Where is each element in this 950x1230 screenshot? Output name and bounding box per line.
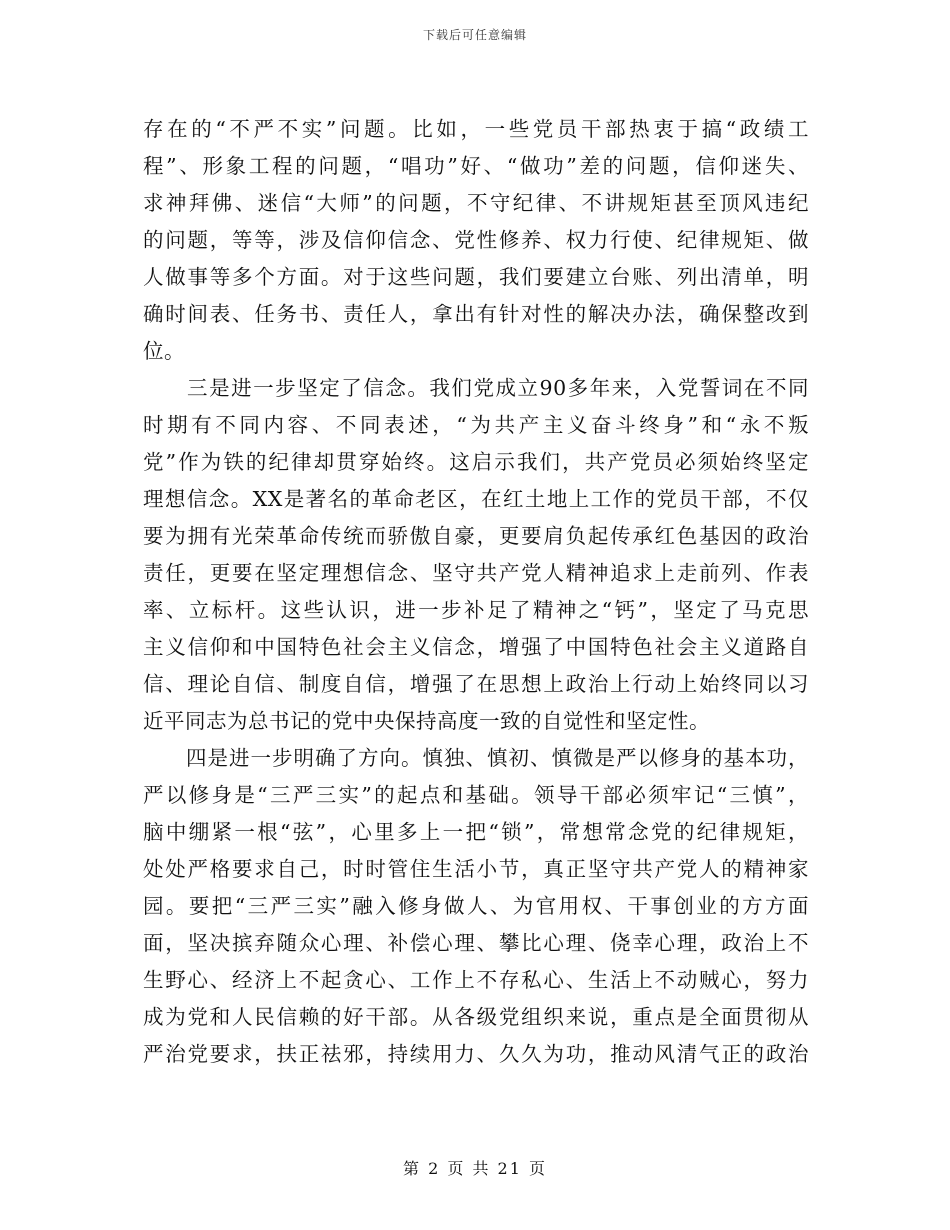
text-line: 信、理论自信、制度自信，增强了在思想上政治上行动上始终同以习 — [143, 672, 809, 696]
text-line: 四是进一步明确了方向。慎独、慎初、慎微是严以修身的基本功， — [143, 746, 809, 770]
text-line: 存在的“不严不实”问题。比如，一些党员干部热衷于搞“政绩工 — [143, 117, 809, 141]
text-line: 近平同志为总书记的党中央保持高度一致的自觉性和坚定性。 — [143, 709, 710, 733]
document-body — [143, 111, 809, 1073]
text-line: 成为党和人民信赖的好干部。从各级党组织来说，重点是全面贯彻从 — [143, 1005, 809, 1029]
text-line: 程”、形象工程的问题，“唱功”好、“做功”差的问题，信仰迷失、 — [143, 154, 809, 178]
text-line: 的问题，等等，涉及信仰信念、党性修养、权力行使、纪律规矩、做 — [143, 228, 809, 252]
paragraph-1 — [143, 111, 809, 370]
text-line: 人做事等多个方面。对于这些问题，我们要建立台账、列出清单，明 — [143, 265, 809, 289]
text-line: 确时间表、任务书、责任人，拿出有针对性的解决办法，确保整改到 — [143, 302, 809, 326]
text-line: 求神拜佛、迷信“大师”的问题，不守纪律、不讲规矩甚至顶风违纪 — [143, 191, 809, 215]
text-line: 位。 — [143, 339, 185, 363]
text-line: 责任，更要在坚定理想信念、坚守共产党人精神追求上走前列、作表 — [143, 561, 809, 585]
text-line: 党”作为铁的纪律却贯穿始终。这启示我们，共产党员必须始终坚定 — [143, 450, 809, 474]
text-line: 理想信念。XX是著名的革命老区，在红土地上工作的党员干部，不仅 — [143, 487, 809, 511]
page-header: 下载后可任意编辑 — [422, 28, 527, 42]
text-line: 脑中绷紧一根“弦”，心里多上一把“锁”，常想常念党的纪律规矩， — [143, 820, 809, 844]
text-line: 园。要把“三严三实”融入修身做人、为官用权、干事创业的方方面 — [143, 894, 809, 918]
text-line: 率、立标杆。这些认识，进一步补足了精神之“钙”，坚定了马克思 — [143, 598, 809, 622]
text-line: 生野心、经济上不起贪心、工作上不存私心、生活上不动贼心，努力 — [143, 968, 809, 992]
text-line: 三是进一步坚定了信念。我们党成立90多年来，入党誓词在不同 — [143, 376, 809, 400]
text-line: 主义信仰和中国特色社会主义信念，增强了中国特色社会主义道路自 — [143, 635, 809, 659]
page-number-footer: 第 2 页 共 21 页 — [403, 1159, 547, 1178]
paragraph-3 — [143, 740, 809, 1073]
paragraph-2 — [143, 370, 809, 740]
text-line: 面，坚决摈弃随众心理、补偿心理、攀比心理、侥幸心理，政治上不 — [143, 931, 809, 955]
text-line: 要为拥有光荣革命传统而骄傲自豪，更要肩负起传承红色基因的政治 — [143, 524, 809, 548]
text-line: 严以修身是“三严三实”的起点和基础。领导干部必须牢记“三慎”， — [143, 783, 809, 807]
text-line: 严治党要求，扶正祛邪，持续用力、久久为功，推动风清气正的政治 — [143, 1042, 809, 1066]
text-line: 时期有不同内容、不同表述，“为共产主义奋斗终身”和“永不叛 — [143, 413, 809, 437]
text-line: 处处严格要求自己，时时管住生活小节，真正坚守共产党人的精神家 — [143, 857, 809, 881]
